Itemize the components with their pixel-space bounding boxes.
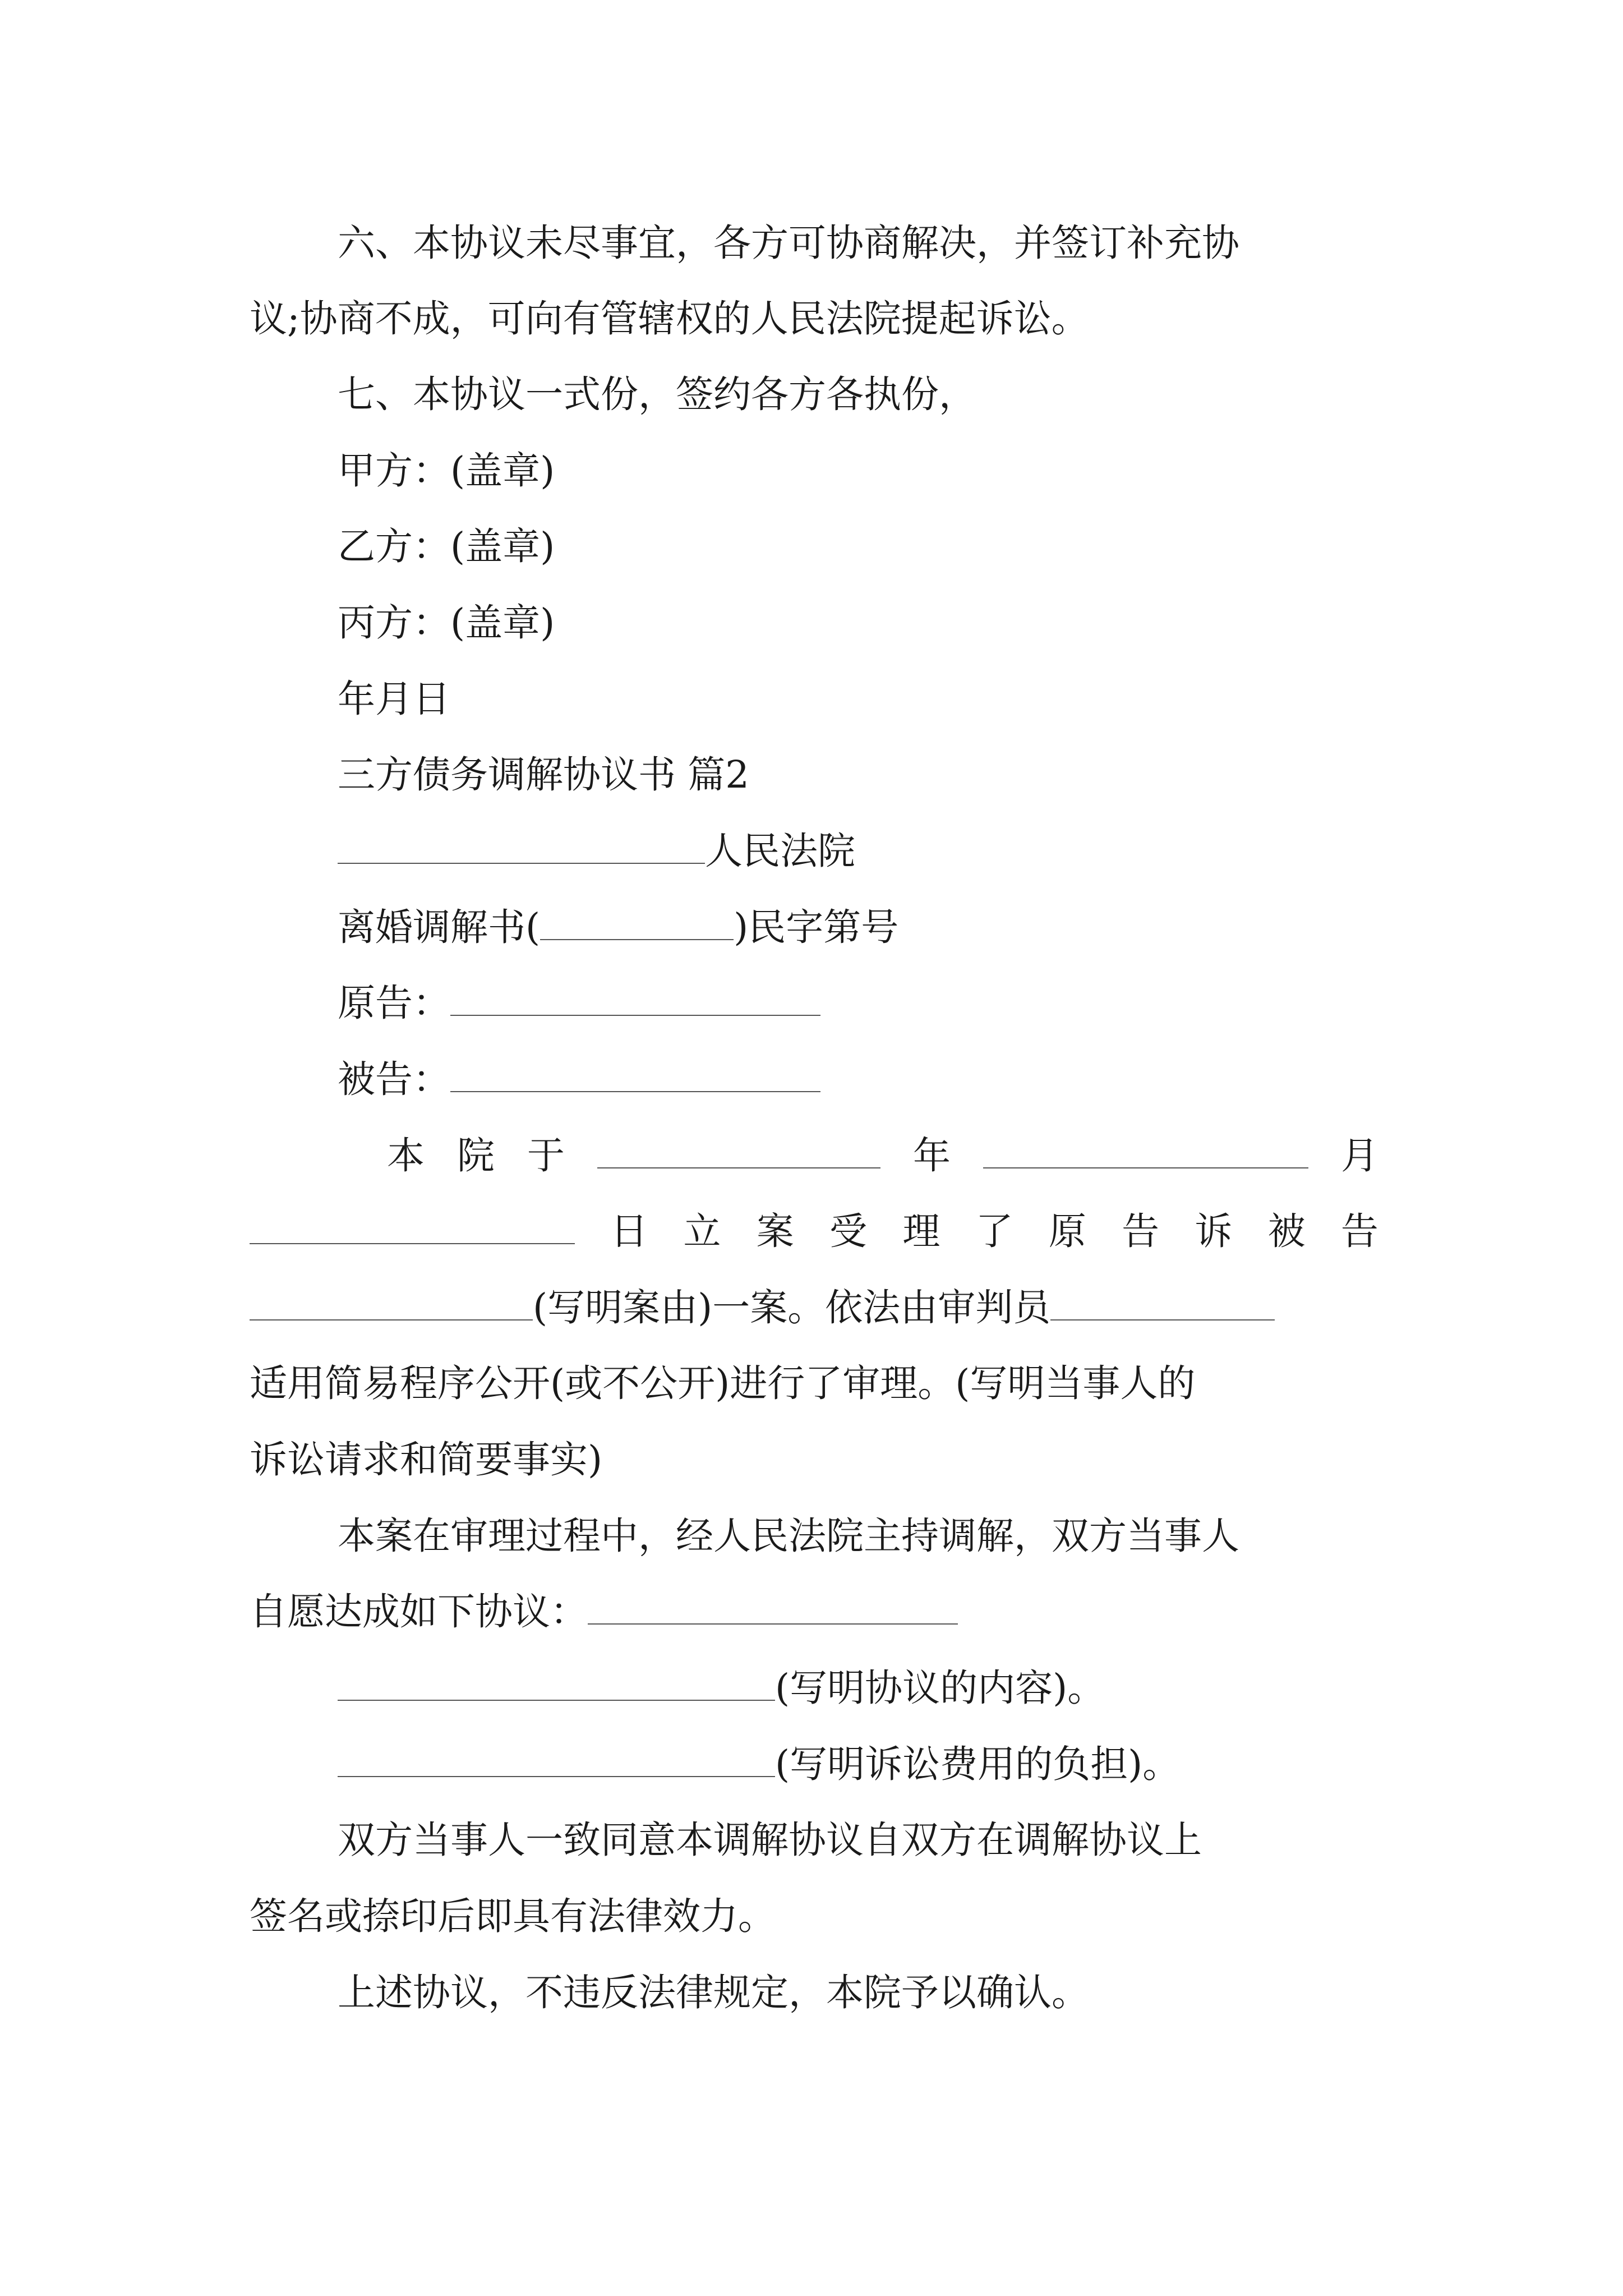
plaintiff-blank xyxy=(450,1013,820,1016)
body-p2-line-2 xyxy=(250,1590,958,1634)
clause-7: 七、本协议一式份，签约各方各执份， xyxy=(338,372,976,416)
litigation-fee-blank xyxy=(338,1774,775,1777)
court-suffix: 人民法院 xyxy=(705,829,855,873)
body-p1-line-1 xyxy=(387,1134,1378,1177)
plaintiff-line xyxy=(338,981,820,1025)
date-line: 年月日 xyxy=(338,677,450,721)
clause-6-line-2: 议;协商不成，可向有管辖权的人民法院提起诉讼。 xyxy=(250,297,1089,341)
filing-month-blank xyxy=(983,1165,1308,1168)
body-char: 受 xyxy=(829,1209,868,1253)
litigation-fee-text: (写明诉讼费用的负担)。 xyxy=(775,1742,1181,1786)
doc-type-prefix: 离婚调解书( xyxy=(338,905,541,949)
body-p3-line-2: 签名或捺印后即具有法律效力。 xyxy=(250,1894,776,1938)
month-label: 月 xyxy=(1341,1134,1378,1177)
body-p2-line-1: 本案在审理过程中，经人民法院主持调解，双方当事人 xyxy=(338,1514,1239,1558)
plaintiff-label: 原告： xyxy=(338,981,450,1025)
body-p4: 上述协议，不违反法律规定，本院予以确认。 xyxy=(338,1971,1089,2014)
filing-year-blank xyxy=(597,1165,880,1168)
agreement-intro: 自愿达成如下协议： xyxy=(250,1590,588,1634)
body-char: 院 xyxy=(457,1134,495,1177)
litigation-fee-line xyxy=(338,1742,1181,1786)
signature-party-a: 甲方：(盖章) xyxy=(338,449,555,493)
body-p1-line-4: 适用简易程序公开(或不公开)进行了审理。(写明当事人的 xyxy=(250,1361,1196,1405)
defendant-label: 被告： xyxy=(338,1057,450,1101)
body-char: 原 xyxy=(1048,1209,1086,1253)
body-char: 立 xyxy=(683,1209,721,1253)
agreement-blank xyxy=(588,1621,958,1625)
section-title: 三方债务调解协议书 篇2 xyxy=(338,753,749,797)
body-char: 案 xyxy=(756,1209,794,1253)
body-char: 日 xyxy=(610,1209,648,1253)
body-char: 本 xyxy=(387,1134,425,1177)
doc-type-suffix: )民字第号 xyxy=(734,905,899,949)
year-label: 年 xyxy=(913,1134,951,1177)
body-char: 诉 xyxy=(1195,1209,1233,1253)
signature-party-b: 乙方：(盖章) xyxy=(338,524,555,568)
document-type-line xyxy=(338,905,899,949)
court-name-line xyxy=(338,829,855,873)
body-p3-line-1: 双方当事人一致同意本调解协议自双方在调解协议上 xyxy=(338,1818,1202,1862)
defendant-blank xyxy=(450,1089,820,1092)
body-char: 告 xyxy=(1122,1209,1160,1253)
filing-day-blank xyxy=(250,1241,575,1244)
year-blank xyxy=(540,937,734,940)
agreement-content-text: (写明协议的内容)。 xyxy=(775,1666,1105,1710)
body-p1-line-3 xyxy=(250,1286,1275,1329)
defendant-line xyxy=(338,1057,820,1101)
body-char: 于 xyxy=(527,1134,565,1177)
body-char: 被 xyxy=(1267,1209,1306,1253)
clause-6-line-1: 六、本协议未尽事宜，各方可协商解决，并签订补充协 xyxy=(338,221,1239,265)
judge-name-blank xyxy=(1050,1317,1275,1320)
body-char: 告 xyxy=(1340,1209,1378,1253)
body-p1-line-2 xyxy=(250,1209,1378,1253)
case-cause-text: (写明案由)一案。依法由审判员 xyxy=(533,1286,1051,1329)
agreement-content-blank xyxy=(338,1697,775,1701)
body-char: 理 xyxy=(902,1209,940,1253)
body-char: 了 xyxy=(975,1209,1013,1253)
signature-party-c: 丙方：(盖章) xyxy=(338,601,555,645)
court-name-blank xyxy=(338,861,705,864)
agreement-content-line xyxy=(338,1666,1105,1710)
case-cause-blank xyxy=(250,1317,533,1320)
body-p1-line-5: 诉讼请求和简要事实) xyxy=(250,1438,603,1481)
